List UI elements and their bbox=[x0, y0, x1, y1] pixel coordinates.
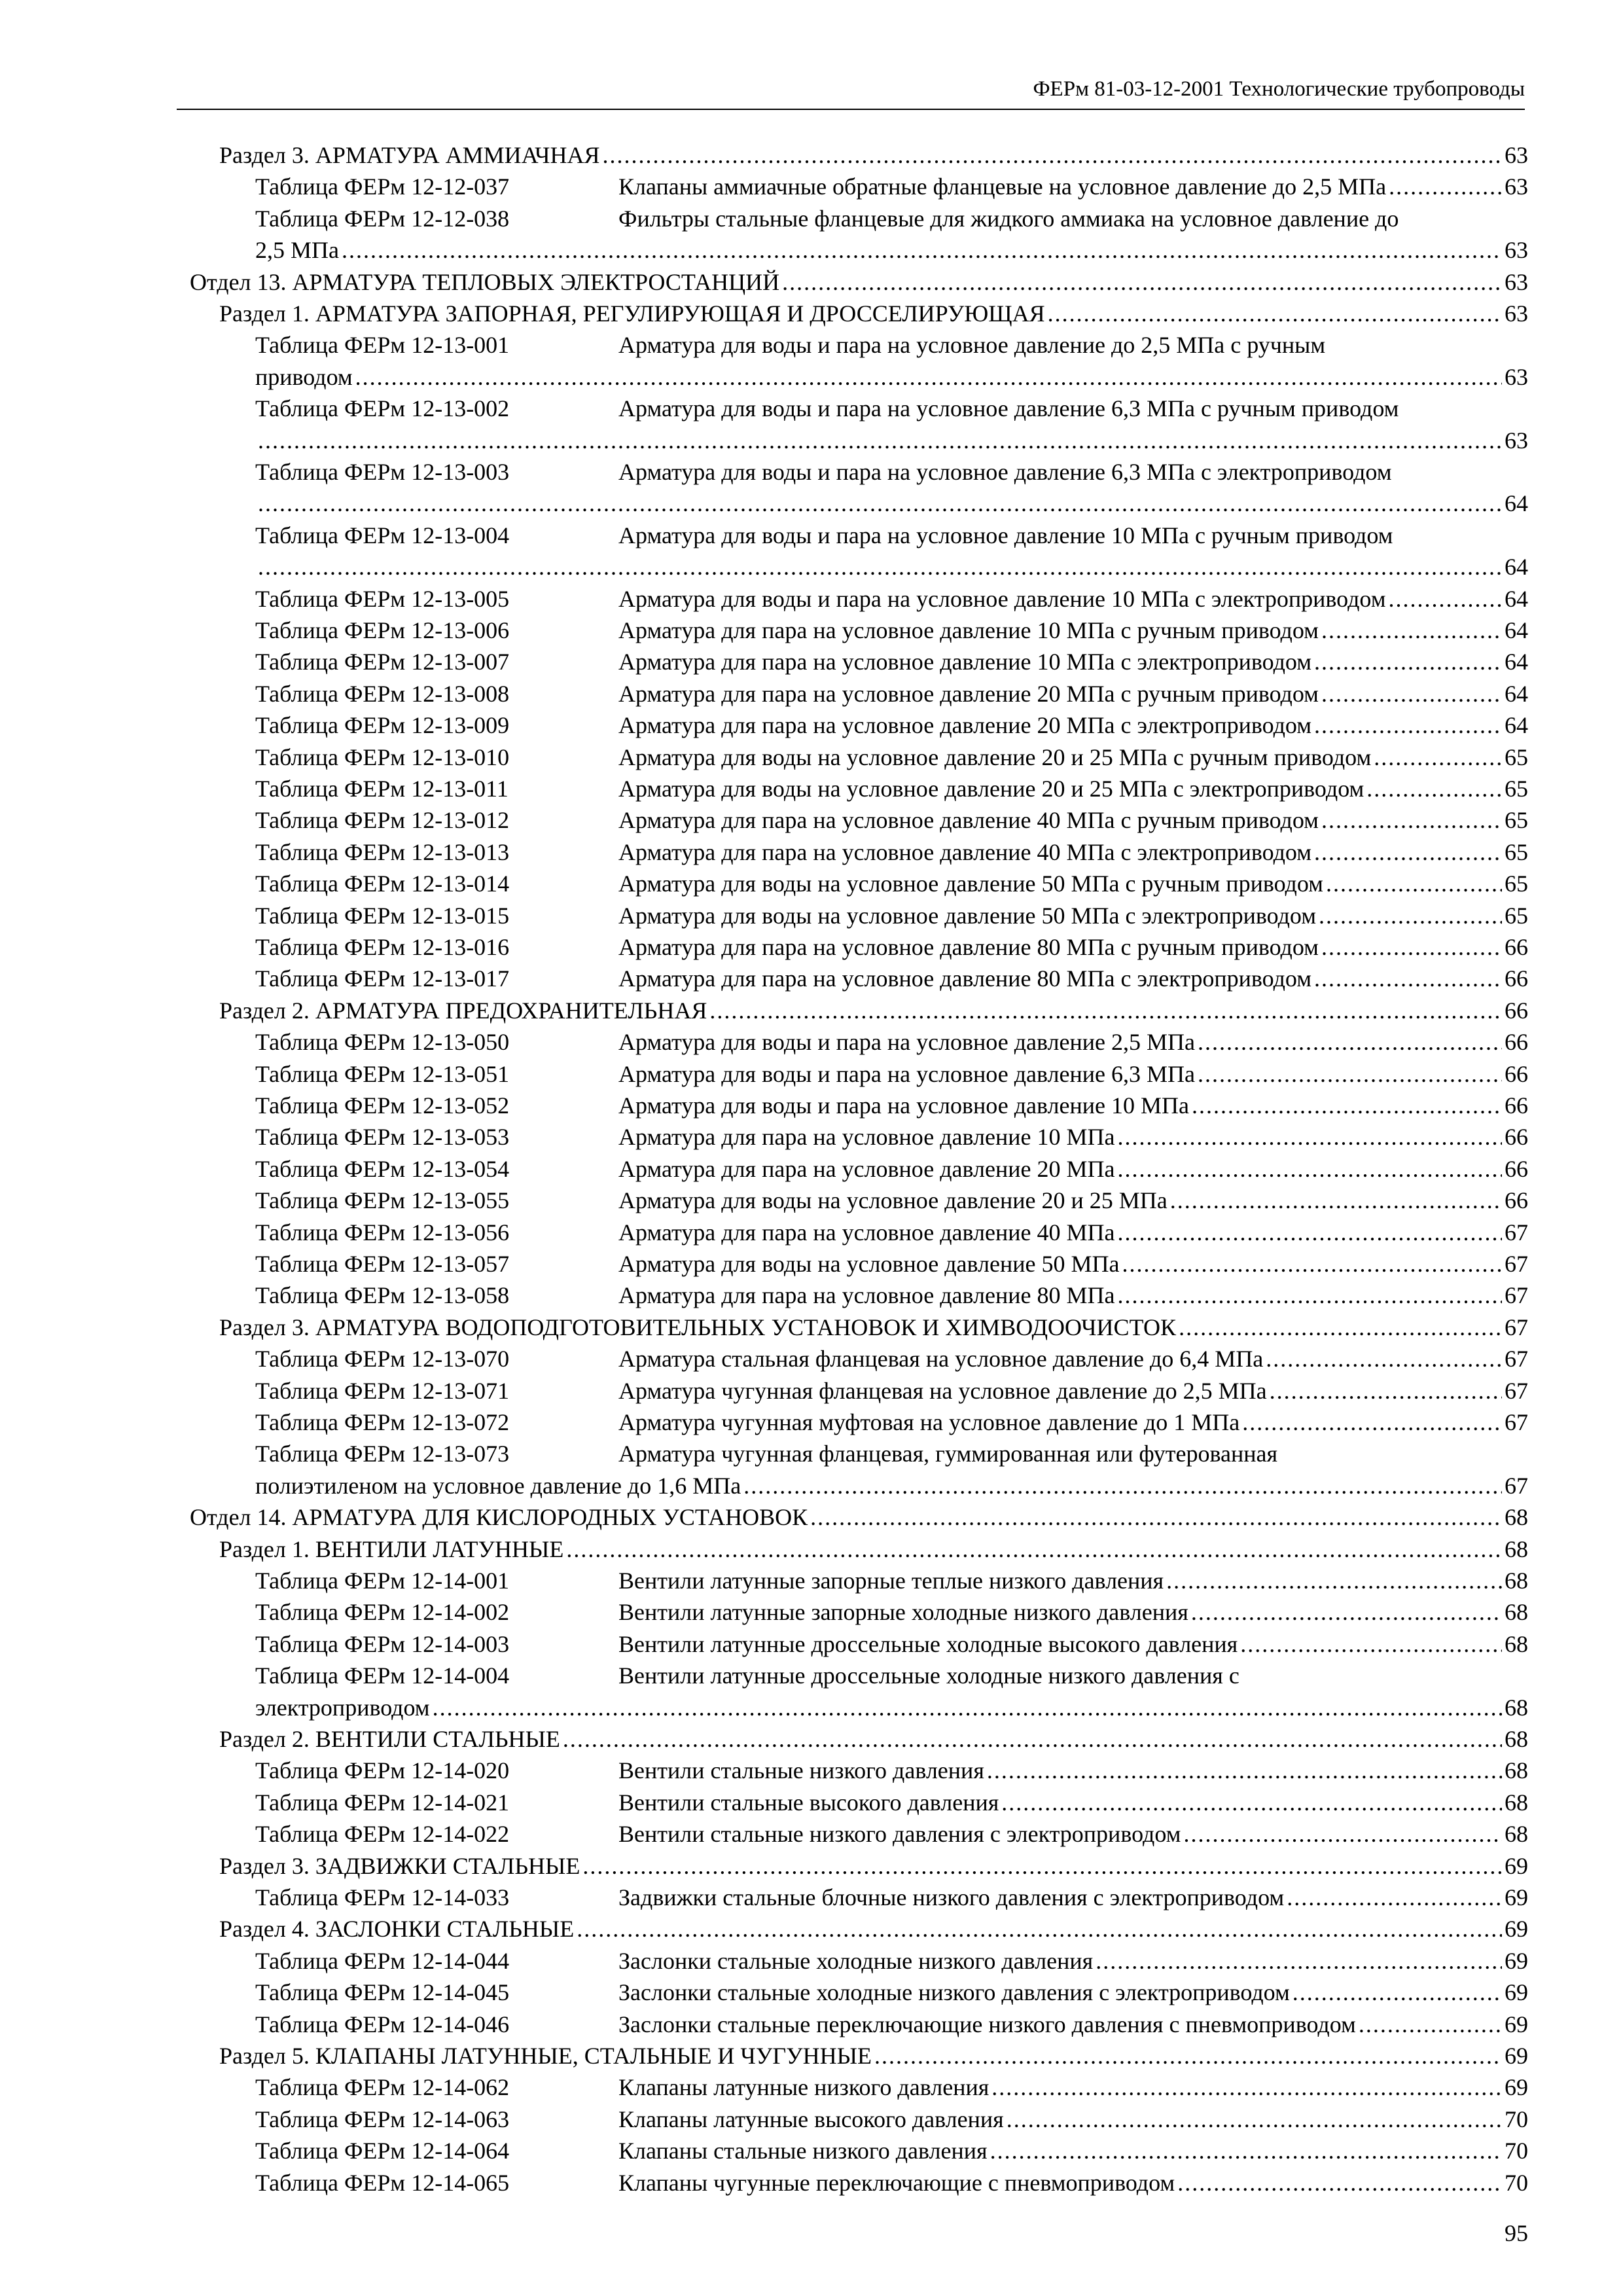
toc-entry[interactable] bbox=[618, 2135, 1528, 2166]
table-code: Таблица ФЕРм 12-13-056 bbox=[255, 1219, 510, 1246]
dot-leader bbox=[1314, 963, 1502, 994]
toc-entry[interactable] bbox=[618, 1977, 1528, 2008]
table-title: Вентили стальные высокого давления bbox=[618, 1789, 999, 1816]
toc-entry[interactable] bbox=[618, 963, 1528, 994]
toc-entry[interactable] bbox=[255, 234, 1528, 266]
page-ref: 70 bbox=[1505, 2169, 1528, 2196]
dot-leader bbox=[1321, 931, 1502, 963]
dot-leader bbox=[582, 1850, 1502, 1882]
table-code: Таблица ФЕРм 12-14-045 bbox=[255, 1979, 510, 2006]
page-ref: 67 bbox=[1505, 1346, 1528, 1372]
table-title: Арматура для воды на условное давление 20 и 25 МПа bbox=[618, 1187, 1168, 1214]
toc-entry[interactable] bbox=[618, 1787, 1528, 1818]
dot-leader bbox=[1266, 1343, 1502, 1374]
page-ref: 66 bbox=[1505, 1092, 1528, 1119]
page-ref: 66 bbox=[1505, 1060, 1528, 1087]
toc-entry[interactable] bbox=[618, 1882, 1528, 1913]
table-title: Вентили стальные низкого давления bbox=[618, 1757, 984, 1784]
table-title: Арматура чугунная фланцевая на условное давление до 2,5 МПа bbox=[618, 1377, 1267, 1404]
table-code: Таблица ФЕРм 12-13-055 bbox=[255, 1187, 510, 1214]
dot-leader bbox=[1389, 583, 1502, 615]
page-ref: 63 bbox=[1505, 268, 1528, 295]
dot-leader bbox=[987, 1755, 1502, 1786]
table-code: Таблица ФЕРм 12-13-003 bbox=[255, 459, 510, 485]
page-ref: 64 bbox=[1505, 617, 1528, 643]
toc-entry[interactable] bbox=[618, 1755, 1528, 1786]
page-ref: 64 bbox=[1505, 680, 1528, 707]
table-code: Таблица ФЕРм 12-13-009 bbox=[255, 712, 510, 739]
page-ref: 65 bbox=[1505, 776, 1528, 802]
toc-entry[interactable] bbox=[618, 2072, 1528, 2103]
table-code: Таблица ФЕРм 12-13-004 bbox=[255, 522, 510, 548]
section-title: Раздел 2. АРМАТУРА ПРЕДОХРАНИТЕЛЬНАЯ bbox=[219, 997, 707, 1024]
page-ref: 64 bbox=[1505, 712, 1528, 739]
section-title: Раздел 3. АРМАТУРА ВОДОПОДГОТОВИТЕЛЬНЫХ УСТАНОВОК И ХИМВОДООЧИСТОК bbox=[219, 1314, 1177, 1340]
table-title: Арматура для воды и пара на условное давление 6,3 МПа bbox=[618, 1060, 1195, 1087]
table-title: Задвижки стальные блочные низкого давления с электроприводом bbox=[618, 1884, 1285, 1910]
toc-entry[interactable] bbox=[219, 139, 1528, 171]
page-ref: 68 bbox=[1505, 1726, 1528, 1752]
table-code: Таблица ФЕРм 12-13-053 bbox=[255, 1124, 510, 1151]
dot-leader bbox=[1007, 2104, 1502, 2135]
dot-leader bbox=[1117, 1217, 1502, 1248]
page-ref: 69 bbox=[1505, 1852, 1528, 1879]
page-ref: 67 bbox=[1505, 1409, 1528, 1435]
dot-leader bbox=[1198, 1026, 1502, 1058]
dot-leader bbox=[1314, 709, 1502, 741]
table-code: Таблица ФЕРм 12-14-065 bbox=[255, 2169, 510, 2196]
table-code: Таблица ФЕРм 12-13-005 bbox=[255, 585, 510, 612]
toc-entry[interactable] bbox=[219, 2040, 1528, 2072]
toc-entry[interactable] bbox=[219, 995, 1528, 1026]
toc-entry[interactable] bbox=[618, 868, 1528, 899]
page-ref: 63 bbox=[1505, 173, 1528, 200]
dot-leader bbox=[433, 1692, 1502, 1723]
toc-entry[interactable] bbox=[618, 836, 1528, 868]
toc-entry[interactable] bbox=[618, 1121, 1528, 1153]
toc-entry[interactable] bbox=[618, 2104, 1528, 2135]
department-title: Отдел 14. АРМАТУРА ДЛЯ КИСЛОРОДНЫХ УСТАНОВОК bbox=[190, 1504, 808, 1531]
page-ref: 67 bbox=[1505, 1219, 1528, 1246]
dot-leader bbox=[1192, 1090, 1502, 1121]
table-code: Таблица ФЕРм 12-13-050 bbox=[255, 1029, 510, 1056]
table-title: Арматура для воды и пара на условное давление 10 МПа с ручным приводом bbox=[618, 522, 1393, 548]
running-header: ФЕРм 81-03-12-2001 Технологические трубопроводы bbox=[1033, 77, 1525, 101]
table-code: Таблица ФЕРм 12-13-002 bbox=[255, 395, 510, 422]
toc-entry[interactable] bbox=[219, 1534, 1528, 1565]
table-code: Таблица ФЕРм 12-14-001 bbox=[255, 1568, 510, 1594]
table-code: Таблица ФЕРм 12-13-013 bbox=[255, 838, 510, 865]
toc-entry[interactable] bbox=[255, 1692, 1528, 1723]
page-ref: 69 bbox=[1505, 2043, 1528, 2069]
table-code: Таблица ФЕРм 12-14-021 bbox=[255, 1789, 510, 1816]
dot-leader bbox=[874, 2040, 1502, 2072]
page-ref: 65 bbox=[1505, 902, 1528, 929]
table-title: Клапаны аммиачные обратные фланцевые на условное давление до 2,5 МПа bbox=[618, 173, 1387, 200]
section-title: Раздел 3. ЗАДВИЖКИ СТАЛЬНЫЕ bbox=[219, 1852, 580, 1879]
dot-leader bbox=[603, 139, 1502, 171]
dot-leader bbox=[1117, 1153, 1502, 1185]
page-ref: 68 bbox=[1505, 1789, 1528, 1816]
toc-entry[interactable] bbox=[618, 1596, 1528, 1628]
dot-leader bbox=[991, 2072, 1502, 2103]
toc-entry[interactable] bbox=[618, 1026, 1528, 1058]
table-title: Клапаны чугунные переключающие с пневмоприводом bbox=[618, 2169, 1175, 2196]
page-ref: 64 bbox=[1505, 554, 1528, 581]
table-title: Арматура для пара на условное давление 10 МПа с ручным приводом bbox=[618, 617, 1319, 643]
section-title: Раздел 5. КЛАПАНЫ ЛАТУННЫЕ, СТАЛЬНЫЕ И ЧУГУННЫЕ bbox=[219, 2043, 872, 2069]
table-code: Таблица ФЕРм 12-13-071 bbox=[255, 1377, 510, 1404]
table-title: Арматура для пара на условное давление 40 МПа с электроприводом bbox=[618, 838, 1312, 865]
table-code: Таблица ФЕРм 12-13-017 bbox=[255, 965, 510, 992]
table-code: Таблица ФЕРм 12-14-063 bbox=[255, 2106, 510, 2132]
dot-leader bbox=[355, 361, 1502, 393]
dot-leader bbox=[1359, 2009, 1502, 2040]
toc-entry[interactable] bbox=[618, 1217, 1528, 1248]
dot-leader bbox=[1319, 900, 1502, 931]
page-ref: 64 bbox=[1505, 585, 1528, 612]
dot-leader bbox=[258, 488, 1502, 519]
toc-entry[interactable] bbox=[255, 488, 1528, 519]
dot-leader bbox=[1166, 1565, 1502, 1596]
dot-leader bbox=[1314, 836, 1502, 868]
page-ref: 66 bbox=[1505, 1155, 1528, 1182]
dot-leader bbox=[1183, 1818, 1502, 1850]
page-ref: 65 bbox=[1505, 807, 1528, 834]
table-code: Таблица ФЕРм 12-13-006 bbox=[255, 617, 510, 643]
table-title: Вентили латунные запорные холодные низкого давления bbox=[618, 1599, 1188, 1626]
continuation-text: 2,5 МПа bbox=[255, 237, 339, 264]
table-title: Вентили латунные дроссельные холодные высокого давления bbox=[618, 1630, 1238, 1657]
dot-leader bbox=[709, 995, 1502, 1026]
table-code: Таблица ФЕРм 12-14-002 bbox=[255, 1599, 510, 1626]
table-title: Арматура для воды и пара на условное давление до 2,5 МПа с ручным bbox=[618, 332, 1326, 359]
toc-entry[interactable] bbox=[255, 425, 1528, 456]
dot-leader bbox=[1389, 171, 1502, 202]
dot-leader bbox=[1366, 773, 1502, 804]
table-title: Арматура для воды на условное давление 50 МПа с электроприводом bbox=[618, 902, 1317, 929]
table-title: Арматура для пара на условное давление 40 МПа с ручным приводом bbox=[618, 807, 1319, 834]
dot-leader bbox=[1117, 1121, 1502, 1153]
section-title: Раздел 3. АРМАТУРА АММИАЧНАЯ bbox=[219, 142, 600, 168]
toc-entry[interactable] bbox=[219, 1913, 1528, 1945]
dot-leader bbox=[743, 1470, 1502, 1501]
page-ref: 68 bbox=[1505, 1568, 1528, 1594]
dot-leader bbox=[1242, 1407, 1502, 1438]
toc-entry[interactable] bbox=[618, 1185, 1528, 1216]
dot-leader bbox=[1096, 1945, 1502, 1977]
toc-entry[interactable] bbox=[190, 1501, 1528, 1533]
toc-entry[interactable] bbox=[618, 2167, 1528, 2198]
page-ref: 63 bbox=[1505, 300, 1528, 327]
table-title: Арматура для пара на условное давление 10 МПа bbox=[618, 1124, 1115, 1151]
table-title: Арматура для воды на условное давление 50 МПа bbox=[618, 1251, 1120, 1277]
table-code: Таблица ФЕРм 12-13-015 bbox=[255, 902, 510, 929]
table-title: Арматура для пара на условное давление 20 МПа bbox=[618, 1155, 1115, 1182]
table-title: Арматура для воды и пара на условное давление 2,5 МПа bbox=[618, 1029, 1195, 1056]
page-ref: 68 bbox=[1505, 1694, 1528, 1721]
table-title: Арматура для воды на условное давление 50 МПа с ручным приводом bbox=[618, 870, 1323, 897]
table-title: Арматура для воды и пара на условное давление 6,3 МПа с ручным приводом bbox=[618, 395, 1399, 422]
page-ref: 68 bbox=[1505, 1821, 1528, 1848]
page-ref: 70 bbox=[1505, 2138, 1528, 2164]
toc-entry[interactable] bbox=[618, 900, 1528, 931]
page-ref: 66 bbox=[1505, 934, 1528, 960]
dot-leader bbox=[1048, 298, 1502, 329]
page-ref: 69 bbox=[1505, 1979, 1528, 2006]
page-ref: 65 bbox=[1505, 744, 1528, 770]
dot-leader bbox=[1321, 678, 1502, 709]
table-title: Арматура для воды и пара на условное давление 10 МПа bbox=[618, 1092, 1189, 1119]
table-title: Вентили латунные запорные теплые низкого давления bbox=[618, 1568, 1164, 1594]
page-ref: 66 bbox=[1505, 965, 1528, 992]
table-title: Фильтры стальные фланцевые для жидкого аммиака на условное давление до bbox=[618, 205, 1399, 232]
table-code: Таблица ФЕРм 12-13-073 bbox=[255, 1441, 510, 1467]
table-title: Вентили стальные низкого давления с электроприводом bbox=[618, 1821, 1181, 1848]
toc-entry[interactable] bbox=[618, 773, 1528, 804]
toc-entry[interactable] bbox=[618, 646, 1528, 677]
toc-entry[interactable] bbox=[618, 1280, 1528, 1311]
toc-entry[interactable] bbox=[618, 583, 1528, 615]
table-code: Таблица ФЕРм 12-13-012 bbox=[255, 807, 510, 834]
page-ref: 68 bbox=[1505, 1630, 1528, 1657]
toc-entry[interactable] bbox=[618, 1565, 1528, 1596]
dot-leader bbox=[566, 1534, 1502, 1565]
toc-entry[interactable] bbox=[255, 361, 1528, 393]
dot-leader bbox=[1321, 615, 1502, 646]
header-divider bbox=[177, 109, 1525, 110]
toc-entry[interactable] bbox=[618, 1407, 1528, 1438]
table-title: Арматура чугунная муфтовая на условное давление до 1 МПа bbox=[618, 1409, 1240, 1435]
table-title: Клапаны стальные низкого давления bbox=[618, 2138, 988, 2164]
table-code: Таблица ФЕРм 12-14-003 bbox=[255, 1630, 510, 1657]
table-title: Клапаны латунные низкого давления bbox=[618, 2074, 990, 2101]
toc-entry[interactable] bbox=[255, 1470, 1528, 1501]
dot-leader bbox=[258, 551, 1502, 583]
toc-entry[interactable] bbox=[618, 1945, 1528, 1977]
toc-entry[interactable] bbox=[618, 804, 1528, 836]
page-ref: 63 bbox=[1505, 427, 1528, 454]
dot-leader bbox=[1374, 742, 1502, 773]
dot-leader bbox=[1198, 1058, 1502, 1090]
dot-leader bbox=[1270, 1375, 1502, 1407]
toc-entry[interactable] bbox=[618, 1343, 1528, 1374]
table-code: Таблица ФЕРм 12-13-014 bbox=[255, 870, 510, 897]
continuation-text: электроприводом bbox=[255, 1694, 430, 1721]
table-title: Арматура для воды на условное давление 20 и 25 МПа с ручным приводом bbox=[618, 744, 1372, 770]
dot-leader bbox=[577, 1913, 1502, 1945]
table-code: Таблица ФЕРм 12-13-072 bbox=[255, 1409, 510, 1435]
page-ref: 69 bbox=[1505, 1916, 1528, 1943]
table-code: Таблица ФЕРм 12-13-051 bbox=[255, 1060, 510, 1087]
department-title: Отдел 13. АРМАТУРА ТЕПЛОВЫХ ЭЛЕКТРОСТАНЦИЙ bbox=[190, 268, 780, 295]
table-title: Арматура для пара на условное давление 20 МПа с ручным приводом bbox=[618, 680, 1319, 707]
dot-leader bbox=[1191, 1596, 1502, 1628]
page-ref: 66 bbox=[1505, 1029, 1528, 1056]
page-ref: 63 bbox=[1505, 237, 1528, 264]
continuation-text: полиэтиленом на условное давление до 1,6 МПа bbox=[255, 1472, 741, 1499]
dot-leader bbox=[563, 1723, 1502, 1755]
dot-leader bbox=[1326, 868, 1502, 899]
page-ref: 66 bbox=[1505, 1124, 1528, 1151]
dot-leader bbox=[1321, 804, 1502, 836]
toc-entry[interactable] bbox=[618, 742, 1528, 773]
page-ref: 67 bbox=[1505, 1282, 1528, 1309]
page-ref: 67 bbox=[1505, 1314, 1528, 1340]
page-ref: 67 bbox=[1505, 1251, 1528, 1277]
table-title: Арматура для пара на условное давление 80 МПа bbox=[618, 1282, 1115, 1309]
toc-entry[interactable] bbox=[618, 678, 1528, 709]
toc-entry[interactable] bbox=[190, 266, 1528, 298]
dot-leader bbox=[1293, 1977, 1502, 2008]
dot-leader bbox=[1314, 646, 1502, 677]
toc-entry[interactable] bbox=[219, 1723, 1528, 1755]
page-ref: 65 bbox=[1505, 838, 1528, 865]
dot-leader bbox=[990, 2135, 1502, 2166]
table-title: Арматура чугунная фланцевая, гуммированная или футерованная bbox=[618, 1441, 1278, 1467]
table-code: Таблица ФЕРм 12-13-001 bbox=[255, 332, 510, 359]
table-code: Таблица ФЕРм 12-13-011 bbox=[255, 776, 508, 802]
toc-entry[interactable] bbox=[618, 709, 1528, 741]
toc-entry[interactable] bbox=[618, 1090, 1528, 1121]
table-code: Таблица ФЕРм 12-12-037 bbox=[255, 173, 510, 200]
section-title: Раздел 4. ЗАСЛОНКИ СТАЛЬНЫЕ bbox=[219, 1916, 575, 1943]
table-code: Таблица ФЕРм 12-13-054 bbox=[255, 1155, 510, 1182]
table-code: Таблица ФЕРм 12-13-070 bbox=[255, 1346, 510, 1372]
toc-entry[interactable] bbox=[618, 615, 1528, 646]
page-ref: 70 bbox=[1505, 2106, 1528, 2132]
dot-leader bbox=[1001, 1787, 1502, 1818]
toc-entry[interactable] bbox=[618, 1628, 1528, 1660]
dot-leader bbox=[782, 266, 1502, 298]
dot-leader bbox=[1177, 2167, 1502, 2198]
table-title: Вентили латунные дроссельные холодные низкого давления с bbox=[618, 1662, 1240, 1689]
table-code: Таблица ФЕРм 12-13-016 bbox=[255, 934, 510, 960]
table-code: Таблица ФЕРм 12-13-008 bbox=[255, 680, 510, 707]
toc-entry[interactable] bbox=[618, 1375, 1528, 1407]
table-title: Арматура для пара на условное давление 40 МПа bbox=[618, 1219, 1115, 1246]
table-code: Таблица ФЕРм 12-13-052 bbox=[255, 1092, 510, 1119]
table-code: Таблица ФЕРм 12-14-004 bbox=[255, 1662, 510, 1689]
toc-entry[interactable] bbox=[255, 551, 1528, 583]
section-title: Раздел 1. АРМАТУРА ЗАПОРНАЯ, РЕГУЛИРУЮЩАЯ И ДРОССЕЛИРУЮЩАЯ bbox=[219, 300, 1045, 327]
table-code: Таблица ФЕРм 12-13-058 bbox=[255, 1282, 510, 1309]
page-ref: 69 bbox=[1505, 2011, 1528, 2037]
page-ref: 68 bbox=[1505, 1757, 1528, 1784]
table-code: Таблица ФЕРм 12-14-033 bbox=[255, 1884, 510, 1910]
page-ref: 69 bbox=[1505, 2074, 1528, 2101]
dot-leader bbox=[810, 1501, 1502, 1533]
table-title: Арматура для воды и пара на условное давление 10 МПа с электроприводом bbox=[618, 585, 1386, 612]
toc-entry[interactable] bbox=[618, 1818, 1528, 1850]
page-ref: 64 bbox=[1505, 490, 1528, 517]
toc-entry[interactable] bbox=[618, 1153, 1528, 1185]
dot-leader bbox=[1117, 1280, 1502, 1311]
toc-entry[interactable] bbox=[618, 171, 1528, 202]
table-title: Арматура стальная фланцевая на условное давление до 6,4 МПа bbox=[618, 1346, 1264, 1372]
dot-leader bbox=[1170, 1185, 1502, 1216]
page-ref: 66 bbox=[1505, 997, 1528, 1024]
page-ref: 64 bbox=[1505, 649, 1528, 675]
table-title: Заслонки стальные холодные низкого давления с электроприводом bbox=[618, 1979, 1290, 2006]
page-ref: 67 bbox=[1505, 1472, 1528, 1499]
table-code: Таблица ФЕРм 12-14-064 bbox=[255, 2138, 510, 2164]
toc-entry[interactable] bbox=[618, 2009, 1528, 2040]
toc-entry[interactable] bbox=[618, 1058, 1528, 1090]
table-title: Арматура для воды и пара на условное давление 6,3 МПа с электроприводом bbox=[618, 459, 1392, 485]
table-code: Таблица ФЕРм 12-13-057 bbox=[255, 1251, 510, 1277]
table-title: Арматура для пара на условное давление 80 МПа с ручным приводом bbox=[618, 934, 1319, 960]
section-title: Раздел 1. ВЕНТИЛИ ЛАТУННЫЕ bbox=[219, 1535, 564, 1562]
table-code: Таблица ФЕРм 12-13-007 bbox=[255, 649, 510, 675]
table-title: Заслонки стальные холодные низкого давления bbox=[618, 1947, 1094, 1974]
toc-entry[interactable] bbox=[219, 1312, 1528, 1343]
page-ref: 69 bbox=[1505, 1947, 1528, 1974]
table-code: Таблица ФЕРм 12-14-046 bbox=[255, 2011, 510, 2037]
dot-leader bbox=[1122, 1248, 1502, 1280]
dot-leader bbox=[342, 234, 1502, 266]
page-ref: 63 bbox=[1505, 363, 1528, 390]
toc-entry[interactable] bbox=[618, 931, 1528, 963]
page-ref: 66 bbox=[1505, 1187, 1528, 1214]
page-ref: 67 bbox=[1505, 1377, 1528, 1404]
table-title: Арматура для воды на условное давление 20 и 25 МПа с электроприводом bbox=[618, 776, 1364, 802]
page-ref: 68 bbox=[1505, 1535, 1528, 1562]
page-ref: 68 bbox=[1505, 1504, 1528, 1531]
page-ref: 65 bbox=[1505, 870, 1528, 897]
table-title: Арматура для пара на условное давление 80 МПа с электроприводом bbox=[618, 965, 1312, 992]
table-title: Заслонки стальные переключающие низкого давления с пневмоприводом bbox=[618, 2011, 1356, 2037]
table-title: Клапаны латунные высокого давления bbox=[618, 2106, 1004, 2132]
continuation-text: приводом bbox=[255, 363, 353, 390]
dot-leader bbox=[1287, 1882, 1502, 1913]
table-code: Таблица ФЕРм 12-14-062 bbox=[255, 2074, 510, 2101]
page-ref: 63 bbox=[1505, 142, 1528, 168]
table-code: Таблица ФЕРм 12-14-044 bbox=[255, 1947, 510, 1974]
page-ref: 69 bbox=[1505, 1884, 1528, 1910]
dot-leader bbox=[1179, 1312, 1502, 1343]
table-code: Таблица ФЕРм 12-12-038 bbox=[255, 205, 510, 232]
toc-entry[interactable] bbox=[219, 298, 1528, 329]
table-title: Арматура для пара на условное давление 10 МПа с электроприводом bbox=[618, 649, 1312, 675]
toc-entry[interactable] bbox=[618, 1248, 1528, 1280]
table-code: Таблица ФЕРм 12-13-010 bbox=[255, 744, 510, 770]
page-number: 95 bbox=[1505, 2220, 1528, 2246]
table-title: Арматура для пара на условное давление 20 МПа с электроприводом bbox=[618, 712, 1312, 739]
section-title: Раздел 2. ВЕНТИЛИ СТАЛЬНЫЕ bbox=[219, 1726, 560, 1752]
table-code: Таблица ФЕРм 12-14-022 bbox=[255, 1821, 510, 1848]
table-code: Таблица ФЕРм 12-14-020 bbox=[255, 1757, 510, 1784]
dot-leader bbox=[1240, 1628, 1502, 1660]
page-ref: 68 bbox=[1505, 1599, 1528, 1626]
dot-leader bbox=[258, 425, 1502, 456]
toc-entry[interactable] bbox=[219, 1850, 1528, 1882]
